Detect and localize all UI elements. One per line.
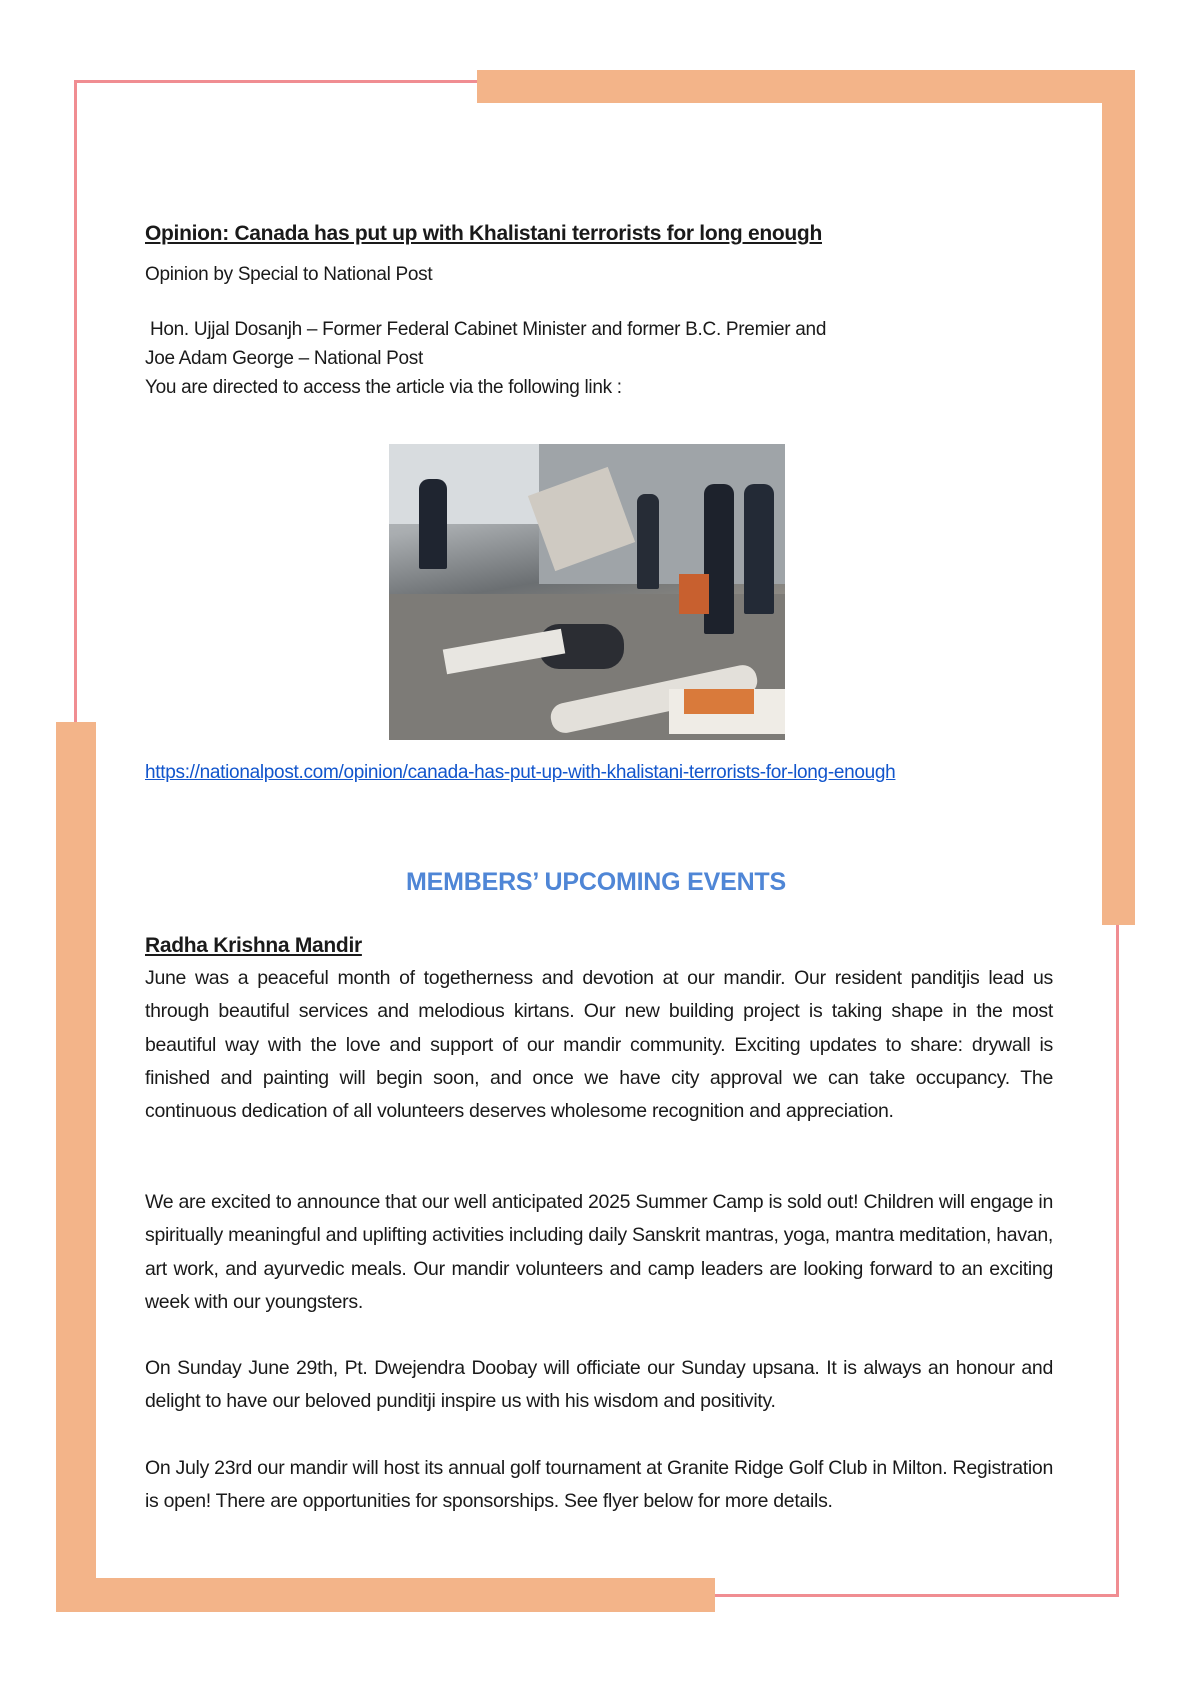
photo-debris-orange — [684, 689, 754, 714]
frame-line-right — [1116, 925, 1119, 1596]
photo-person-1 — [419, 479, 447, 569]
event-paragraph-4: On July 23rd our mandir will host its annual golf tournament at Granite Ridge Golf Club in Milton. Registration is open! There are opportunities for sponsorships. See flyer below for more details. — [145, 1457, 1053, 1513]
article-authors-line-2: Joe Adam George – National Post — [145, 348, 423, 369]
frame-line-bottom — [715, 1594, 1119, 1597]
photo-debris-5 — [679, 574, 709, 614]
frame-bar-top — [477, 70, 1135, 103]
article-authors-line-1: Hon. Ujjal Dosanjh – Former Federal Cabinet Minister and former B.C. Premier and — [145, 319, 827, 340]
frame-line-left — [74, 80, 77, 725]
article-title: Opinion: Canada has put up with Khalistani terrorists for long enough — [145, 222, 822, 245]
photo-person-3 — [744, 484, 774, 614]
frame-bar-bottom — [56, 1578, 715, 1612]
article-byline: Opinion by Special to National Post — [145, 264, 433, 285]
org-name-heading: Radha Krishna Mandir — [145, 934, 362, 957]
frame-bar-right — [1102, 70, 1135, 925]
article-photo — [389, 444, 785, 740]
article-link[interactable]: https://nationalpost.com/opinion/canada-has-put-up-with-khalistani-terrorists-for-long-enough — [145, 762, 896, 783]
event-paragraph-3: On Sunday June 29th, Pt. Dwejendra Doobay will officiate our Sunday upsana. It is always an honour and delight to have our beloved punditji inspire us with his wisdom and positivity. — [145, 1357, 1053, 1413]
event-paragraph-1: June was a peaceful month of togetherness and devotion at our mandir. Our resident panditjis lead us through beautiful services and melodious kirtans. Our new building project is taking shape in the most beautiful way with the love and support of our mandir community. Exciting updates to share: drywall is finished and painting will begin soon, and once we have city approval we can take occupancy. The continuous dedication of all volunteers deserves wholesome recognition and appreciation. — [145, 967, 1053, 1123]
article-section — [145, 220, 1050, 402]
frame-line-top — [74, 80, 478, 83]
members-events-heading: MEMBERS’ UPCOMING EVENTS — [406, 868, 786, 896]
article-directive: You are directed to access the article via the following link : — [145, 377, 622, 398]
frame-bar-left — [56, 722, 96, 1612]
event-paragraph-2: We are excited to announce that our well anticipated 2025 Summer Camp is sold out! Children will engage in spiritually meaningful and uplifting activities including daily Sanskrit mantras, yoga, mantra meditation, havan, art work, and ayurvedic meals. Our mandir volunteers and camp leaders are looking forward to an exciting week with our youngsters. — [145, 1191, 1054, 1313]
photo-person-4 — [637, 494, 659, 589]
